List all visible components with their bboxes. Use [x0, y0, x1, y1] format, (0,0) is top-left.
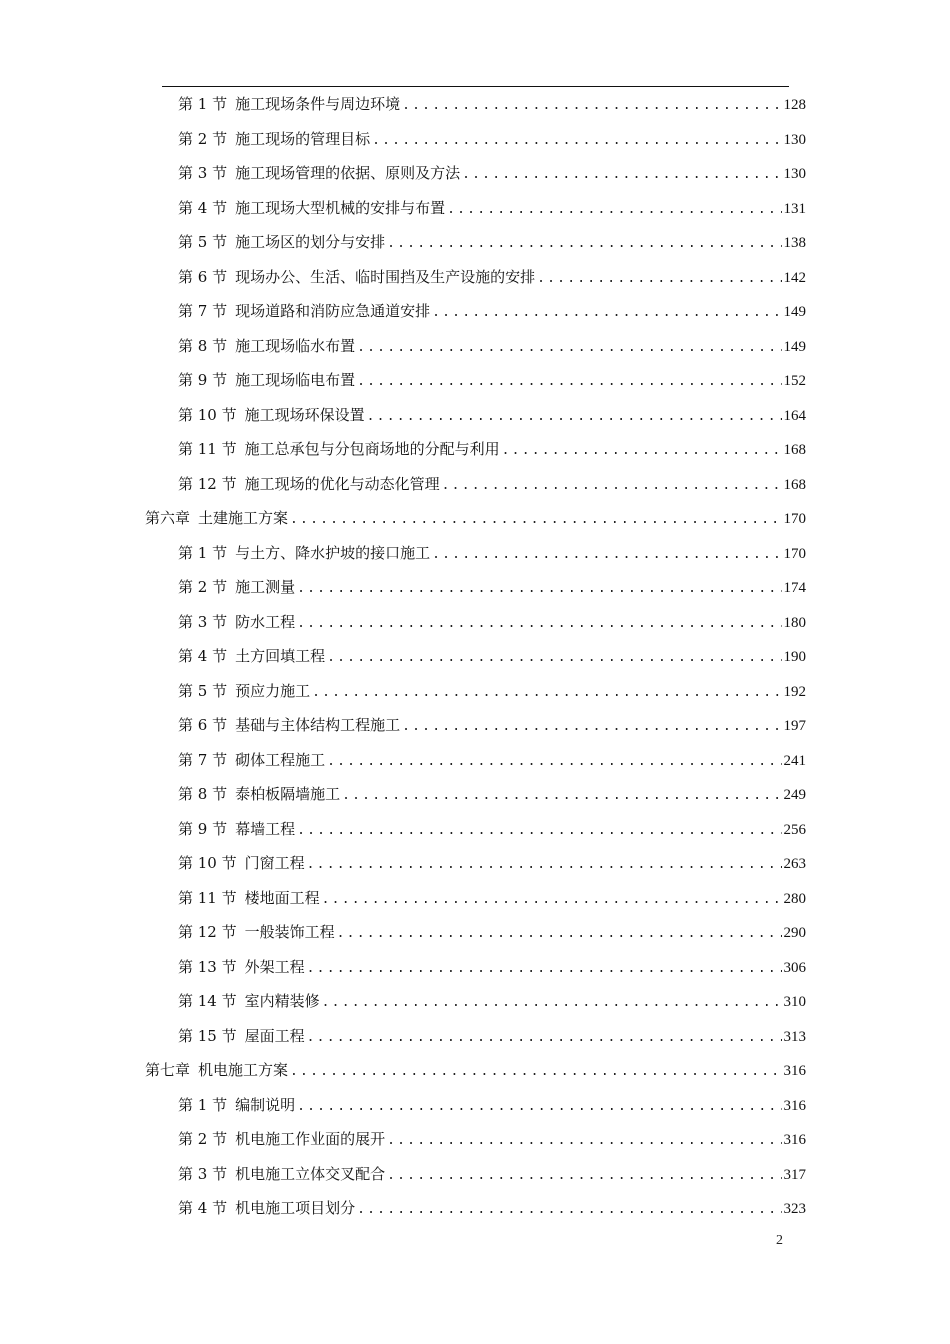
- toc-entry-page: 313: [783, 1028, 806, 1045]
- toc-section-entry[interactable]: [178, 265, 806, 289]
- toc-entry-title: 施工现场环保设置: [244, 405, 365, 424]
- toc-section-entry[interactable]: [178, 782, 806, 806]
- dot-leader: [337, 922, 782, 946]
- page-number: 2: [776, 1233, 783, 1248]
- toc-entry-number: 第 3 节: [178, 612, 228, 631]
- toc-entry-number: 第 3 节: [178, 164, 228, 182]
- toc-entry-page: 149: [783, 304, 806, 320]
- toc-entry-number: 第七章: [145, 1061, 191, 1079]
- toc-entry-label: [178, 782, 342, 806]
- toc-entry-label: [178, 1162, 387, 1186]
- toc-entry-page: 192: [783, 683, 806, 700]
- toc-entry-label: [178, 679, 312, 703]
- toc-entry-title: 与土方、降水护坡的接口施工: [235, 543, 431, 562]
- toc-entry-number: 第 12 节: [178, 923, 237, 941]
- toc-entry-title: 现场道路和消防应急通道安排: [235, 302, 431, 320]
- toc-section-entry[interactable]: [178, 610, 806, 634]
- dot-leader: [342, 784, 781, 808]
- dot-leader: [290, 508, 781, 532]
- toc-entry-page: 290: [783, 925, 806, 941]
- toc-entry-title: 屋面工程: [244, 1026, 305, 1045]
- toc-entry-label: [178, 334, 357, 358]
- dot-leader: [297, 819, 781, 843]
- toc-section-entry[interactable]: [178, 541, 806, 565]
- toc-entry-title: 编制说明: [235, 1095, 296, 1114]
- toc-section-entry[interactable]: [178, 196, 806, 220]
- dot-leader: [297, 1095, 781, 1119]
- toc-entry-label: [178, 437, 502, 461]
- toc-section-entry[interactable]: [178, 161, 806, 185]
- toc-entry-number: 第六章: [145, 509, 191, 527]
- toc-entry-number: 第 12 节: [178, 474, 237, 493]
- dot-leader: [537, 267, 781, 291]
- dot-leader: [312, 681, 781, 705]
- toc-entry-number: 第 8 节: [178, 785, 228, 803]
- toc-entry-title: 施工现场条件与周边环境: [235, 95, 401, 113]
- toc-entry-number: 第 4 节: [178, 1199, 228, 1217]
- toc-entry-title: 室内精装修: [244, 992, 320, 1010]
- dot-leader: [327, 646, 781, 670]
- toc-entry-page: 164: [783, 407, 806, 424]
- toc-entry-number: 第 11 节: [178, 888, 237, 907]
- toc-entry-title: 防水工程: [235, 612, 296, 631]
- toc-entry-title: 土方回填工程: [235, 647, 326, 665]
- toc-entry-number: 第 10 节: [178, 405, 237, 424]
- toc-entry-title: 机电施工方案: [198, 1061, 289, 1079]
- toc-entry-page: 174: [783, 580, 806, 596]
- toc-chapter-entry[interactable]: [145, 506, 806, 530]
- toc-section-entry[interactable]: [178, 92, 806, 116]
- toc-entry-label: [178, 1093, 297, 1117]
- toc-entry-number: 第 13 节: [178, 957, 237, 976]
- toc-section-entry[interactable]: [178, 1196, 806, 1220]
- toc-entry-title: 土建施工方案: [198, 509, 289, 527]
- toc-section-entry[interactable]: [178, 644, 806, 668]
- toc-entry-title: 泰柏板隔墙施工: [235, 785, 341, 803]
- toc-entry-label: [145, 506, 290, 530]
- toc-entry-title: 施工现场的优化与动态化管理: [244, 474, 440, 493]
- toc-entry-title: 门窗工程: [244, 854, 305, 872]
- toc-entry-page: 130: [783, 166, 806, 182]
- toc-section-entry[interactable]: [178, 679, 806, 703]
- toc-entry-title: 施工场区的划分与安排: [235, 233, 386, 251]
- dot-leader: [307, 957, 782, 981]
- dot-leader: [322, 888, 782, 912]
- toc-entry-title: 施工现场大型机械的安排与布置: [235, 198, 446, 217]
- toc-entry-page: 197: [783, 718, 806, 734]
- toc-entry-page: 316: [783, 1132, 806, 1148]
- toc-section-entry[interactable]: [178, 748, 806, 772]
- toc-entry-page: 170: [783, 545, 806, 562]
- toc-entry-label: [178, 230, 387, 254]
- dot-leader: [322, 991, 782, 1015]
- toc-entry-label: [178, 541, 432, 565]
- toc-section-entry[interactable]: [178, 403, 806, 427]
- toc-entry-page: 130: [783, 131, 806, 148]
- toc-entry-page: 317: [783, 1166, 806, 1183]
- dot-leader: [372, 129, 781, 153]
- toc-entry-label: [145, 1058, 290, 1082]
- toc-entry-title: 幕墙工程: [235, 819, 296, 838]
- toc-entry-page: 263: [783, 856, 806, 872]
- toc-entry-page: 256: [783, 821, 806, 838]
- dot-leader: [387, 232, 781, 256]
- toc-entry-title: 机电施工立体交叉配合: [235, 1164, 386, 1183]
- toc-entry-number: 第 5 节: [178, 233, 228, 251]
- toc-entry-label: [178, 196, 447, 220]
- toc-entry-number: 第 5 节: [178, 681, 228, 700]
- toc-entry-title: 施工现场临电布置: [235, 371, 356, 389]
- toc-entry-page: 128: [783, 97, 806, 113]
- dot-leader: [387, 1129, 781, 1153]
- toc-entry-page: 241: [783, 752, 806, 769]
- toc-section-entry[interactable]: [178, 851, 806, 875]
- toc-entry-number: 第 3 节: [178, 1164, 228, 1183]
- dot-leader: [502, 439, 782, 463]
- toc-entry-page: 190: [783, 649, 806, 665]
- toc-entry-page: 168: [783, 476, 806, 493]
- toc-entry-label: [178, 403, 367, 427]
- toc-section-entry[interactable]: [178, 472, 806, 496]
- dot-leader: [307, 853, 782, 877]
- toc-entry-page: 306: [783, 959, 806, 976]
- dot-leader: [357, 1198, 781, 1222]
- toc-entry-label: [178, 851, 307, 875]
- toc-section-entry[interactable]: [178, 575, 806, 599]
- toc-entry-title: 施工现场临水布置: [235, 336, 356, 355]
- toc-entry-title: 机电施工项目划分: [235, 1199, 356, 1217]
- toc-entry-title: 施工测量: [235, 578, 296, 596]
- dot-leader: [447, 198, 781, 222]
- toc-entry-title: 施工总承包与分包商场地的分配与利用: [244, 440, 500, 458]
- toc-entry-number: 第 7 节: [178, 750, 228, 769]
- dot-leader: [432, 543, 781, 567]
- toc-entry-number: 第 1 节: [178, 95, 228, 113]
- toc-entry-label: [178, 368, 357, 392]
- toc-entry-label: [178, 920, 337, 944]
- toc-entry-label: [178, 610, 297, 634]
- toc-entry-label: [178, 644, 327, 668]
- toc-entry-label: [178, 1196, 357, 1220]
- toc-entry-number: 第 1 节: [178, 543, 228, 562]
- toc-section-entry[interactable]: [178, 886, 806, 910]
- toc-section-entry[interactable]: [178, 713, 806, 737]
- toc-entry-label: [178, 1024, 307, 1048]
- toc-entry-title: 基础与主体结构工程施工: [235, 716, 401, 734]
- toc-section-entry[interactable]: [178, 955, 806, 979]
- toc-entry-number: 第 15 节: [178, 1026, 237, 1045]
- dot-leader: [297, 577, 781, 601]
- dot-leader: [402, 94, 781, 118]
- toc-entry-number: 第 4 节: [178, 198, 228, 217]
- toc-entry-title: 预应力施工: [235, 681, 311, 700]
- toc-entry-page: 142: [783, 269, 806, 286]
- dot-leader: [357, 370, 781, 394]
- toc-chapter-entry[interactable]: [145, 1058, 806, 1082]
- dot-leader: [432, 301, 781, 325]
- dot-leader: [402, 715, 781, 739]
- toc-entry-number: 第 10 节: [178, 854, 237, 872]
- dot-leader: [290, 1060, 781, 1084]
- toc-entry-number: 第 4 节: [178, 647, 228, 665]
- toc-entry-number: 第 7 节: [178, 302, 228, 320]
- toc-entry-number: 第 11 节: [178, 440, 237, 458]
- toc-entry-page: 149: [783, 338, 806, 355]
- toc-entry-title: 机电施工作业面的展开: [235, 1130, 386, 1148]
- toc-entry-number: 第 9 节: [178, 371, 228, 389]
- toc-entry-label: [178, 817, 297, 841]
- toc-section-entry[interactable]: [178, 920, 806, 944]
- toc-entry-page: 249: [783, 787, 806, 803]
- toc-entry-label: [178, 161, 462, 185]
- toc-entry-page: 280: [783, 890, 806, 907]
- header-rule: [162, 86, 789, 87]
- toc-entry-title: 现场办公、生活、临时围挡及生产设施的安排: [235, 267, 536, 286]
- toc-entry-label: [178, 265, 537, 289]
- toc-entry-page: 138: [783, 235, 806, 251]
- dot-leader: [357, 336, 781, 360]
- toc-section-entry[interactable]: [178, 230, 806, 254]
- toc-section-entry[interactable]: [178, 1093, 806, 1117]
- toc-entry-label: [178, 713, 402, 737]
- toc-entry-number: 第 8 节: [178, 336, 228, 355]
- toc-entry-number: 第 6 节: [178, 716, 228, 734]
- toc-section-entry[interactable]: [178, 334, 806, 358]
- dot-leader: [387, 1164, 781, 1188]
- dot-leader: [367, 405, 782, 429]
- toc-entry-label: [178, 886, 322, 910]
- toc-entry-label: [178, 748, 327, 772]
- dot-leader: [462, 163, 781, 187]
- dot-leader: [442, 474, 782, 498]
- toc-section-entry[interactable]: [178, 368, 806, 392]
- toc-section-entry[interactable]: [178, 817, 806, 841]
- toc-entry-number: 第 2 节: [178, 578, 228, 596]
- toc-entry-number: 第 2 节: [178, 1130, 228, 1148]
- toc-entry-label: [178, 299, 432, 323]
- dot-leader: [297, 612, 781, 636]
- toc-entry-title: 楼地面工程: [244, 888, 320, 907]
- toc-entry-number: 第 14 节: [178, 992, 237, 1010]
- toc-entry-label: [178, 472, 442, 496]
- toc-entry-page: 180: [783, 614, 806, 631]
- toc-entry-label: [178, 92, 402, 116]
- toc-entry-number: 第 2 节: [178, 129, 228, 148]
- toc-entry-page: 310: [783, 994, 806, 1010]
- toc-section-entry[interactable]: [178, 1024, 806, 1048]
- toc-section-entry[interactable]: [178, 127, 806, 151]
- toc-entry-number: 第 9 节: [178, 819, 228, 838]
- toc-entry-title: 外架工程: [244, 957, 305, 976]
- toc-section-entry[interactable]: [178, 1127, 806, 1151]
- toc-section-entry[interactable]: [178, 299, 806, 323]
- dot-leader: [307, 1026, 782, 1050]
- toc-entry-page: 170: [783, 511, 806, 527]
- toc-entry-title: 施工现场的管理目标: [235, 129, 371, 148]
- toc-entry-label: [178, 1127, 387, 1151]
- toc-entry-page: 316: [783, 1097, 806, 1114]
- toc-entry-page: 316: [783, 1063, 806, 1079]
- toc-entry-label: [178, 575, 297, 599]
- toc-section-entry[interactable]: [178, 989, 806, 1013]
- toc-entry-title: 施工现场管理的依据、原则及方法: [235, 164, 461, 182]
- toc-entry-title: 一般装饰工程: [244, 923, 335, 941]
- toc-entry-number: 第 6 节: [178, 267, 228, 286]
- toc-entry-title: 砌体工程施工: [235, 750, 326, 769]
- toc-section-entry[interactable]: [178, 1162, 806, 1186]
- toc-entry-page: 152: [783, 373, 806, 389]
- toc-entry-page: 323: [783, 1201, 806, 1217]
- toc-entry-number: 第 1 节: [178, 1095, 228, 1114]
- toc-entry-label: [178, 955, 307, 979]
- toc-entry-page: 168: [783, 442, 806, 458]
- dot-leader: [327, 750, 781, 774]
- toc-entry-label: [178, 127, 372, 151]
- toc-entry-label: [178, 989, 322, 1013]
- toc-section-entry[interactable]: [178, 437, 806, 461]
- toc-entry-page: 131: [783, 200, 806, 217]
